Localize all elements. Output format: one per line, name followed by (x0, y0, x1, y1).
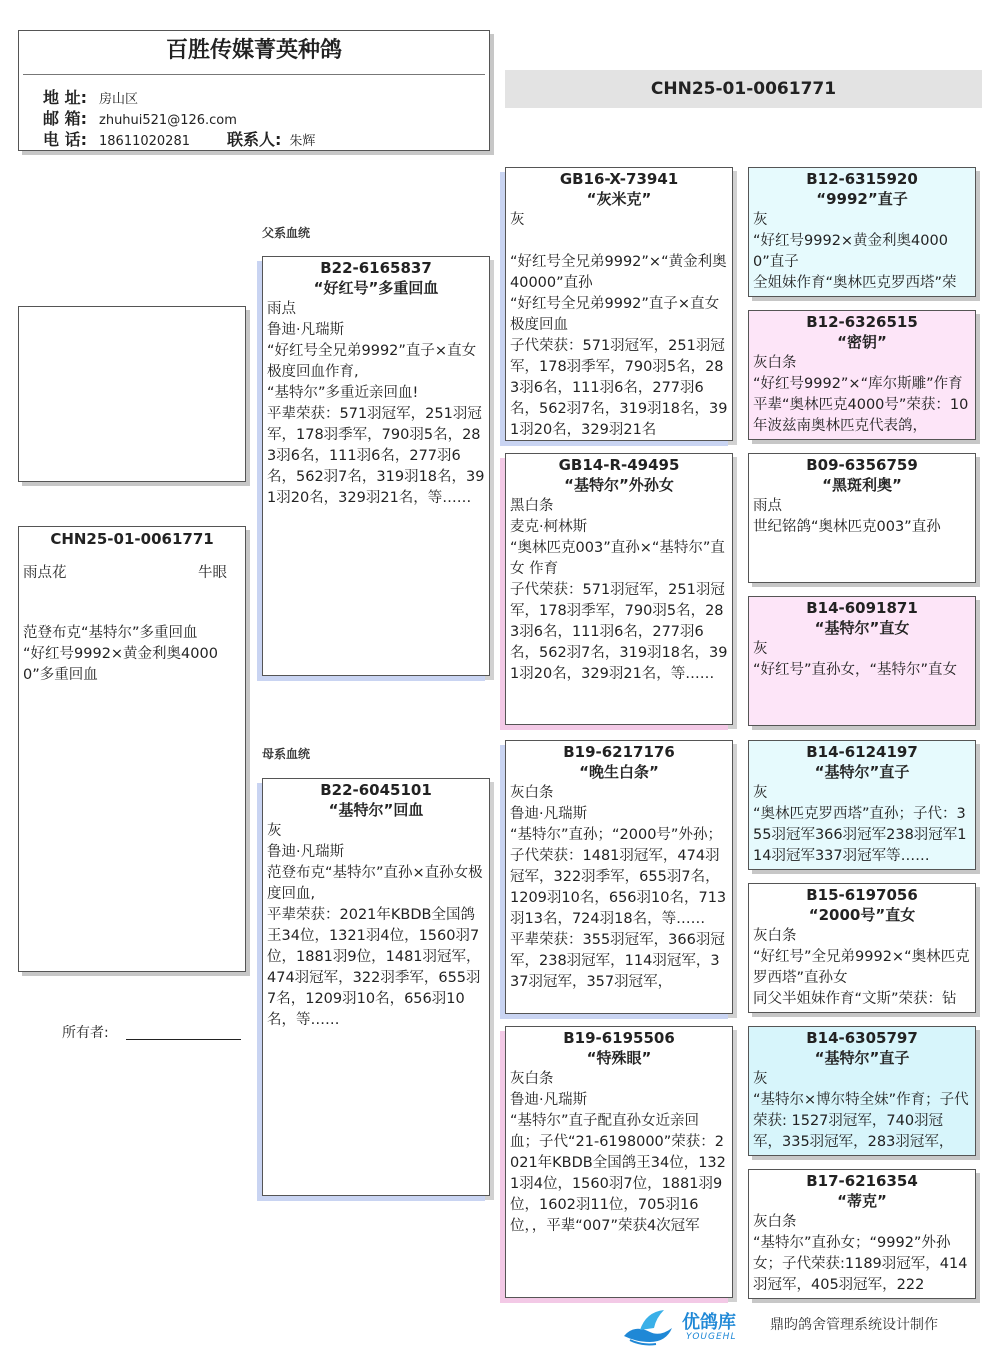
header-divider (23, 74, 485, 75)
gp-description: 灰白条 鲁迪·凡瑞斯 “基特尔”直子配直孙女近亲回血；子代“21-6198000”荣获：2021年KBDB全国鸽王34位，1321羽4位，1560羽7位，1881羽9位，1602羽11位，705羽16位，，平辈“007”荣获4次冠军 (510, 1071, 726, 1234)
phone-label: 电 话: (43, 130, 87, 149)
gp-name: “特殊眼” (586, 1049, 652, 1067)
subject-description: 范登布克“基特尔”多重回血 “好红号9992×黄金利奥40000”多重回血 (23, 625, 218, 683)
ggp-name: “蒂克” (837, 1192, 887, 1210)
ggp-description: 灰 “奥林匹克罗西塔”直孙；子代：355羽冠军366羽冠军238羽冠军114羽冠军337羽冠军等…… (753, 785, 967, 864)
great-grandparent-card-3 (748, 453, 976, 583)
grandsire-paternal-card (505, 167, 733, 441)
great-grandparent-card-2 (748, 310, 976, 440)
ggp-ring-id: B14-6305797 (806, 1029, 918, 1047)
gp-ring-id: GB16-X-73941 (559, 170, 679, 188)
contact-value: 朱辉 (289, 134, 316, 149)
phone-row (43, 127, 315, 150)
ggp-description: 灰 “好红号9992×黄金利奥40000”直子 全姐妹作育“奥林匹克罗西塔”荣 (753, 212, 957, 291)
great-grandparent-card-1 (748, 167, 976, 297)
dam-card (262, 778, 490, 1196)
address-value: 房山区 (99, 92, 139, 107)
grandsire-maternal-card (505, 740, 733, 1014)
ggp-name: “基特尔”直子 (814, 763, 910, 781)
ggp-ring-id: B17-6216354 (806, 1172, 918, 1190)
logo-cn-text: 优鸽库 (682, 1312, 736, 1333)
email-label: 邮 箱: (43, 109, 87, 128)
ggp-name: “黑斑利奥” (822, 476, 902, 494)
loft-title: 百胜传媒菁英种鸽 (165, 38, 342, 63)
subject-attrs (19, 561, 245, 605)
dove-logo-icon (620, 1306, 680, 1348)
logo-en-text: YOUGEHL (686, 1332, 737, 1342)
pigeon-photo-frame (18, 306, 246, 482)
gp-description: 灰 “好红号全兄弟9992”×“黄金利奥40000”直孙 “好红号全兄弟9992”直子×直女极度回血 子代荣获：571羽冠军，251羽冠军，178羽季军，790羽5名，283羽6名，111羽6名，277羽6名，562羽7名，319羽18名，391羽20名，329羽21名 (510, 212, 728, 438)
great-grandparent-card-8 (748, 1169, 976, 1299)
ggp-ring-id: B15-6197056 (806, 886, 918, 904)
gp-ring-id: B19-6217176 (563, 743, 675, 761)
footer-credit: 鼎昀鸽舍管理系统设计制作 (770, 1317, 938, 1333)
ggp-description: 灰白条 “好红号9992”×“库尔斯雕”作育 平辈“奥林匹克4000号”荣获：10年波兹南奥林匹克代表鸽， (753, 355, 969, 434)
dam-description: 灰 鲁迪·凡瑞斯 范登布克“基特尔”直孙×直孙女极度回血, 平辈荣获：2021年KBDB全国鸽王34位，1321羽4位，1560羽7位，1881羽9位，1481羽冠军，474羽冠军，322羽季军，655羽7名，1209羽10名，656羽10名，等…… (267, 823, 483, 1028)
ggp-description: 灰白条 “基特尔”直孙女；“9992”外孙女；子代荣获:1189羽冠军，414羽冠军，405羽冠军，222 (753, 1214, 968, 1293)
ggp-ring-id: B14-6124197 (806, 743, 918, 761)
ggp-description: 灰 “基特尔×博尔特全妹”作育；子代荣获: 1527羽冠军，740羽冠军，335羽冠军，283羽冠军， (753, 1071, 969, 1150)
dam-section-label: 母系血统 (262, 747, 311, 761)
gp-description: 黑白条 麦克·柯林斯 “奥林匹克003”直孙×“基特尔”直女 作育 子代荣获：571羽冠军，251羽冠军，178羽季军，790羽5名，283羽6名，111羽6名，277羽6名，562羽7名，319羽18名，391羽20名，329羽21名，等…… (510, 498, 728, 682)
ggp-ring-id: B09-6356759 (806, 456, 918, 474)
ggp-name: “基特尔”直子 (814, 1049, 910, 1067)
owner-label: 所有者: (62, 1025, 109, 1041)
ggp-description: 灰 “好红号”直孙女，“基特尔”直女 (753, 641, 958, 678)
dam-name: “基特尔”回血 (328, 801, 424, 819)
phone-value: 18611020281 (99, 134, 190, 149)
ggp-ring-id: B12-6315920 (806, 170, 918, 188)
sire-ring-id: B22-6165837 (320, 259, 432, 277)
gp-description: 灰白条 鲁迪·凡瑞斯 “基特尔”直孙；“2000号”外孙；子代荣获：1481羽冠军，474羽冠军，322羽季军，655羽7名，1209羽10名，656羽10名，713羽13名，724羽18名，等…… 平辈荣获：355羽冠军，366羽冠军，238羽冠军，114羽冠军，337羽冠军，357羽冠军， (510, 785, 727, 990)
dam-ring-id: B22-6045101 (320, 781, 432, 799)
subject-color: 雨点花 (23, 565, 67, 581)
owner-signature-line (126, 1039, 241, 1040)
gp-ring-id: GB14-R-49495 (558, 456, 680, 474)
contact-label: 联系人: (227, 130, 282, 149)
great-grandparent-card-7 (748, 1026, 976, 1156)
sire-name: “好红号”多重回血 (313, 279, 439, 297)
sire-section-label: 父系血统 (262, 226, 311, 240)
email-row (43, 106, 237, 129)
subject-card (18, 526, 246, 972)
granddam-maternal-card (505, 1026, 733, 1298)
address-label: 地 址: (43, 88, 87, 107)
subject-ring-id: CHN25-01-0061771 (50, 530, 214, 548)
gp-name: “晚生白条” (579, 763, 659, 781)
granddam-paternal-card (505, 453, 733, 725)
ggp-ring-id: B14-6091871 (806, 599, 918, 617)
loft-header (18, 30, 490, 151)
gp-name: “基特尔”外孙女 (564, 476, 674, 494)
sire-card (262, 256, 490, 676)
ggp-description: 雨点 世纪铭鸽“奥林匹克003”直孙 (753, 498, 941, 535)
gp-ring-id: B19-6195506 (563, 1029, 675, 1047)
ggp-name: “2000号”直女 (808, 906, 916, 924)
ggp-ring-id: B12-6326515 (806, 313, 918, 331)
address-row (43, 85, 138, 108)
sire-description: 雨点 鲁迪·凡瑞斯 “好红号全兄弟9992”直子×直女极度回血作育, “基特尔”多重近亲回血! 平辈荣获：571羽冠军，251羽冠军，178羽季军，790羽5名，283羽6名，111羽6名，277羽6名，562羽7名，319羽18名，391羽20名，329羽21名，等…… (267, 301, 485, 506)
ggp-description: 灰白条 “好红号”全兄弟9992×“奥林匹克罗西塔”直孙女 同父半姐妹作育“文斯”荣获：钻 (753, 928, 970, 1007)
great-grandparent-card-5 (748, 740, 976, 870)
ggp-name: “密钥” (837, 333, 887, 351)
footer-logo (620, 1306, 760, 1348)
great-grandparent-card-6 (748, 883, 976, 1013)
great-grandparent-card-4 (748, 596, 976, 726)
email-value: zhuhui521@126.com (99, 113, 237, 128)
ring-number-banner: CHN25-01-0061771 (505, 70, 982, 108)
ggp-name: “基特尔”直女 (814, 619, 910, 637)
subject-eye: 牛眼 (198, 565, 227, 581)
ggp-name: “9992”直子 (816, 190, 908, 208)
gp-name: “灰米克” (586, 190, 652, 208)
